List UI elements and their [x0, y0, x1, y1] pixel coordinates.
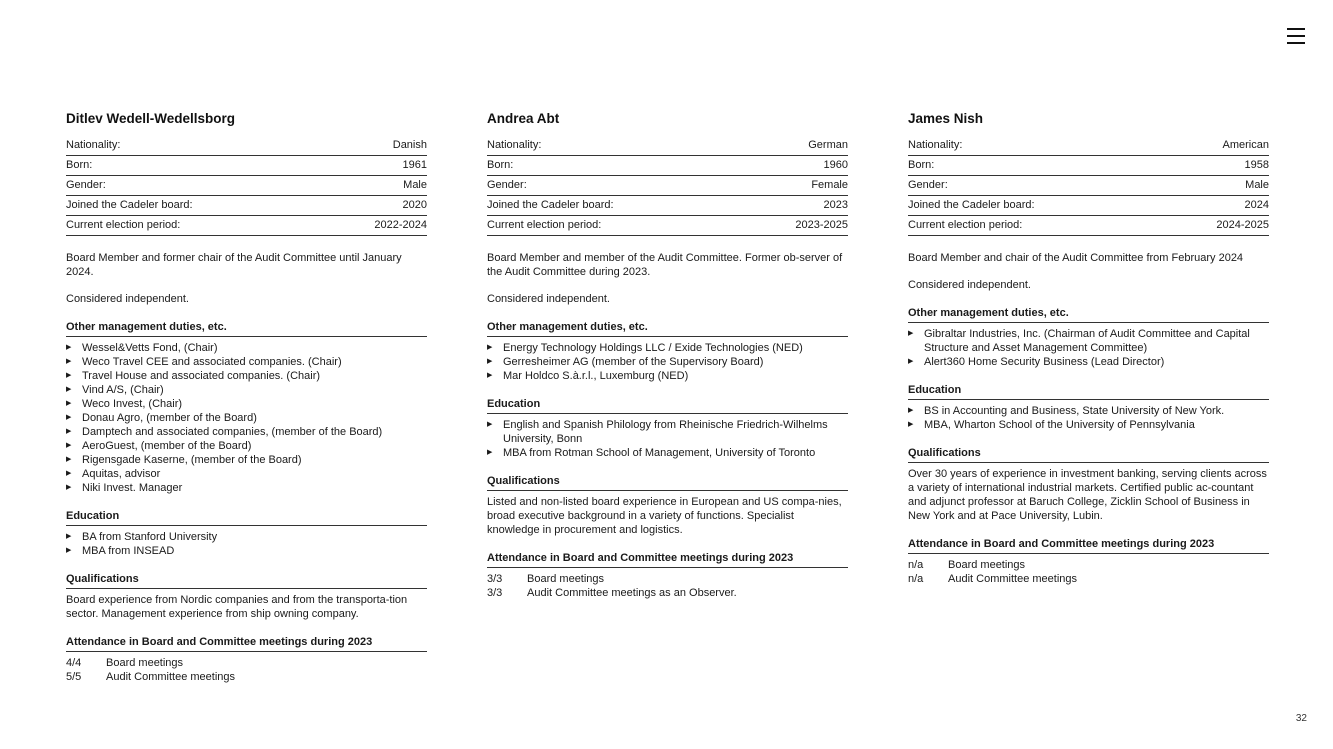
section-heading-other-duties: Other management duties, etc. [908, 307, 1269, 323]
list-item: ▶ Energy Technology Holdings LLC / Exide Technologies (NED) [487, 341, 848, 355]
fact-row-gender [908, 176, 1269, 196]
member-name: James Nish [908, 111, 984, 126]
fact-value: American [1222, 139, 1269, 151]
list-item: ▶ MBA from Rotman School of Management, University of Toronto [487, 446, 848, 460]
attendance-score: n/a [908, 573, 924, 585]
attendance-list [908, 558, 1269, 586]
attendance-score: 3/3 [487, 573, 503, 585]
fact-label: Gender: [908, 179, 948, 191]
list-item: ▶ AeroGuest, (member of the Board) [66, 439, 427, 453]
member-description: Board Member and chair of the Audit Committee from February 2024 [908, 252, 1244, 264]
list-item: ▶ Niki Invest. Manager [66, 481, 427, 495]
member-facts [66, 136, 427, 236]
hamburger-menu-icon[interactable] [1287, 27, 1305, 45]
fact-value: Female [811, 179, 848, 191]
menu-bar [1287, 28, 1305, 30]
attendance-label: Board meetings [948, 559, 1026, 571]
qualifications-text: Board experience from Nordic companies and from the transporta-tion sector. Management experience from ship owning company. [66, 594, 408, 620]
member-description: Board Member and member of the Audit Committee. Former ob-server of the Audit Committee during 2023. [487, 252, 843, 278]
fact-value: Male [1245, 179, 1269, 191]
list-item: ▶ Alert360 Home Security Business (Lead Director) [908, 355, 1269, 369]
attendance-row [487, 586, 848, 600]
fact-label: Nationality: [66, 139, 121, 151]
attendance-score: 4/4 [66, 657, 82, 669]
list-item: ▶ BS in Accounting and Business, State University of New York. [908, 404, 1269, 418]
fact-row-period [66, 216, 427, 236]
list-item: ▶ English and Spanish Philology from Rheinische Friedrich-Wilhelms University, Bonn [487, 418, 848, 446]
section-heading-attendance: Attendance in Board and Committee meetings during 2023 [66, 636, 427, 652]
section-heading-other-duties: Other management duties, etc. [487, 321, 848, 337]
list-item: ▶ Wessel&Vetts Fond, (Chair) [66, 341, 427, 355]
section-heading-other-duties: Other management duties, etc. [66, 321, 427, 337]
list-item: ▶ MBA, Wharton School of the University of Pennsylvania [908, 418, 1269, 432]
board-member-profile [908, 111, 1269, 586]
fact-label: Joined the Cadeler board: [487, 199, 614, 211]
fact-label: Born: [487, 159, 514, 171]
other-duties-list [487, 341, 848, 383]
independence-status: Considered independent. [487, 293, 610, 305]
list-item: ▶ Travel House and associated companies. (Chair) [66, 369, 427, 383]
attendance-label: Board meetings [106, 657, 184, 669]
fact-label: Nationality: [487, 139, 542, 151]
attendance-row [66, 656, 427, 670]
independence-status: Considered independent. [908, 279, 1031, 291]
fact-label: Born: [66, 159, 93, 171]
list-item: ▶ Rigensgade Kaserne, (member of the Board) [66, 453, 427, 467]
fact-row-born [908, 156, 1269, 176]
fact-value: Male [403, 179, 427, 191]
menu-bar [1287, 42, 1305, 44]
fact-row-gender [66, 176, 427, 196]
list-item: ▶ Weco Travel CEE and associated companies. (Chair) [66, 355, 427, 369]
fact-value: 2022-2024 [374, 219, 427, 231]
fact-value: 1961 [402, 159, 427, 171]
attendance-list [66, 656, 427, 684]
fact-value: German [808, 139, 848, 151]
attendance-row [908, 558, 1269, 572]
list-item: ▶ Damptech and associated companies, (member of the Board) [66, 425, 427, 439]
fact-value: 2023-2025 [795, 219, 848, 231]
attendance-list [487, 572, 848, 600]
list-item: ▶ Aquitas, advisor [66, 467, 427, 481]
page-number: 32 [1295, 713, 1307, 724]
list-item: ▶ BA from Stanford University [66, 530, 427, 544]
member-name: Ditlev Wedell-Wedellsborg [66, 111, 236, 126]
fact-label: Current election period: [66, 219, 181, 231]
fact-value: 2024 [1244, 199, 1269, 211]
fact-row-nationality [487, 136, 848, 156]
attendance-row [908, 572, 1269, 586]
fact-value: 2020 [402, 199, 427, 211]
attendance-row [66, 670, 427, 684]
fact-row-nationality [908, 136, 1269, 156]
fact-value: 2023 [823, 199, 848, 211]
list-item: ▶ Mar Holdco S.à.r.l., Luxemburg (NED) [487, 369, 848, 383]
fact-label: Born: [908, 159, 935, 171]
fact-row-joined [908, 196, 1269, 216]
qualifications-text: Over 30 years of experience in investment banking, serving clients across a variety of international industrial markets. Certified public ac-countant and adjunct professor at Baruch College, Zicklin School of Business in New York and at Pace University, Lubin. [908, 468, 1267, 522]
fact-row-born [66, 156, 427, 176]
fact-row-period [487, 216, 848, 236]
attendance-label: Audit Committee meetings [106, 671, 235, 683]
education-list [908, 404, 1269, 432]
attendance-label: Audit Committee meetings [948, 573, 1077, 585]
fact-value: 1960 [823, 159, 848, 171]
section-heading-education: Education [487, 398, 848, 414]
list-item: ▶ Gibraltar Industries, Inc. (Chairman of Audit Committee and Capital Structure and Asset Management Committee) [908, 327, 1269, 355]
fact-label: Current election period: [487, 219, 602, 231]
fact-label: Joined the Cadeler board: [908, 199, 1035, 211]
fact-row-joined [487, 196, 848, 216]
qualifications-text: Listed and non-listed board experience in European and US compa-nies, broad executive background in a variety of functions. Specialist knowledge in procurement and logistics. [487, 496, 842, 536]
fact-value: 2024-2025 [1216, 219, 1269, 231]
fact-row-gender [487, 176, 848, 196]
fact-label: Gender: [487, 179, 527, 191]
fact-label: Gender: [66, 179, 106, 191]
attendance-row [487, 572, 848, 586]
member-facts [908, 136, 1269, 236]
section-heading-education: Education [908, 384, 1269, 400]
board-member-profile [487, 111, 848, 600]
fact-row-joined [66, 196, 427, 216]
list-item: ▶ MBA from INSEAD [66, 544, 427, 558]
attendance-score: 3/3 [487, 587, 503, 599]
member-name: Andrea Abt [487, 111, 560, 126]
other-duties-list [908, 327, 1269, 369]
list-item: ▶ Donau Agro, (member of the Board) [66, 411, 427, 425]
attendance-label: Audit Committee meetings as an Observer. [527, 587, 737, 599]
section-heading-attendance: Attendance in Board and Committee meetings during 2023 [908, 538, 1269, 554]
attendance-label: Board meetings [527, 573, 605, 585]
section-heading-attendance: Attendance in Board and Committee meetings during 2023 [487, 552, 848, 568]
member-facts [487, 136, 848, 236]
board-member-profile [66, 111, 427, 684]
independence-status: Considered independent. [66, 293, 189, 305]
menu-bar [1287, 35, 1305, 37]
education-list [66, 530, 427, 558]
fact-row-period [908, 216, 1269, 236]
section-heading-qualifications: Qualifications [908, 447, 1269, 463]
attendance-score: n/a [908, 559, 924, 571]
list-item: ▶ Gerresheimer AG (member of the Supervisory Board) [487, 355, 848, 369]
other-duties-list [66, 341, 427, 495]
fact-label: Joined the Cadeler board: [66, 199, 193, 211]
member-description: Board Member and former chair of the Audit Committee until January 2024. [66, 252, 402, 278]
section-heading-education: Education [66, 510, 427, 526]
fact-label: Nationality: [908, 139, 963, 151]
section-heading-qualifications: Qualifications [66, 573, 427, 589]
education-list [487, 418, 848, 460]
fact-label: Current election period: [908, 219, 1023, 231]
section-heading-qualifications: Qualifications [487, 475, 848, 491]
list-item: ▶ Weco Invest, (Chair) [66, 397, 427, 411]
fact-row-born [487, 156, 848, 176]
fact-row-nationality [66, 136, 427, 156]
list-item: ▶ Vind A/S, (Chair) [66, 383, 427, 397]
fact-value: 1958 [1244, 159, 1269, 171]
fact-value: Danish [392, 139, 427, 151]
attendance-score: 5/5 [66, 671, 82, 683]
